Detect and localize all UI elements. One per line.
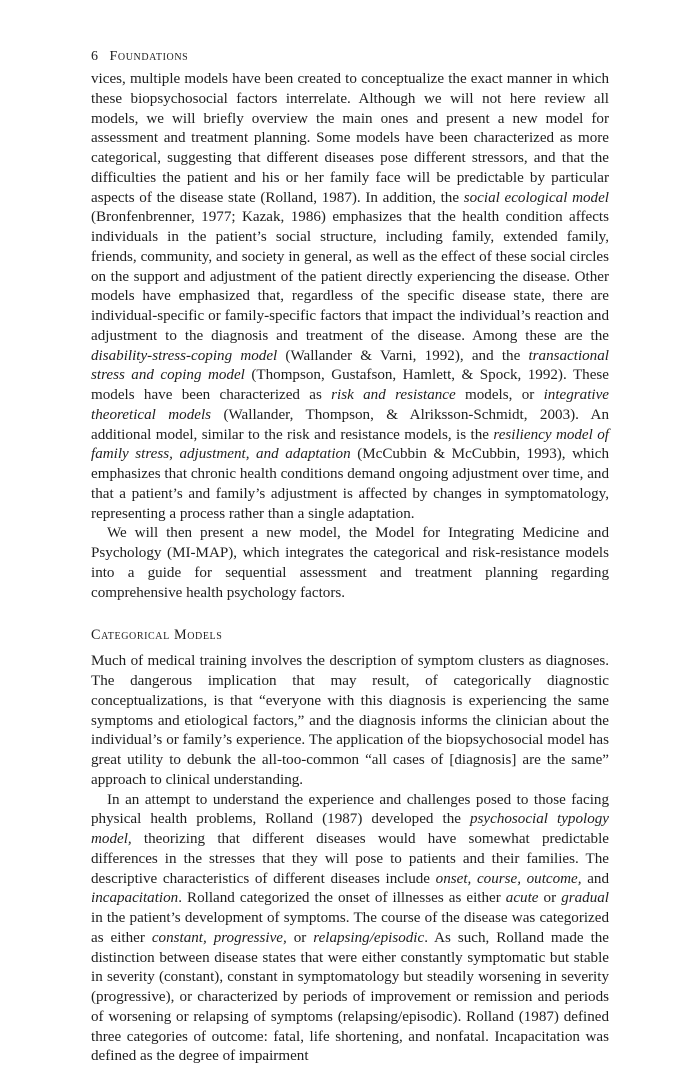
text-run: models, or — [456, 387, 544, 403]
text-run: theorizing that different diseases would have somewhat predictable differences in the stresses that they will pose to patients and their families. The descriptive characteristics of different diseases include — [91, 831, 609, 887]
text-run: in the patient’s development of symptoms. The course of the disease was categorized as either — [91, 910, 609, 946]
italic-term: constant, progressive, — [152, 930, 287, 946]
text-run: or — [287, 930, 313, 946]
paragraph-rolland-typology — [91, 791, 609, 1067]
italic-term: incapacitation — [91, 890, 178, 906]
italic-term: psychosocial typology model, — [91, 811, 609, 847]
italic-term: integrative theoretical models — [91, 387, 609, 423]
paragraph-medical-training: Much of medical training involves the description of symptom clusters as diagnoses. The dangerous implication that may result, of categorically diagnostic conceptualizations, is that “everyone with this diagnosis is experiencing the same symptoms and etiological factors,” and the diagnosis informs the clinician about the individual’s or family’s experience. The application of the biopsychosocial model has great utility to debunk the all-too-common “all cases of [diagnosis] are the same” approach to clinical understanding. — [91, 652, 609, 790]
text-run: . As such, Rolland made the distinction between disease states that were either constantly symptomatic but stable in severity (constant), constant in symptomatology but steadily worsening in severity (progressive), or characterized by periods of improvement or remission and periods of worsening or relapsing of symptoms (relapsing/episodic). Rolland (1987) defined three categories of outcome: fatal, life shortening, and nonfatal. Incapacitation was defined as the degree of impairment — [91, 930, 609, 1065]
running-title: Foundations — [110, 49, 189, 64]
paragraph-mi-map: We will then present a new model, the Model for Integrating Medicine and Psychology (MI-MAP), which integrates the categorical and risk-resistance models into a guide for sequential assessment and treatment planning regarding comprehensive health psychology factors. — [91, 524, 609, 603]
italic-term: acute — [506, 890, 539, 906]
running-header — [91, 46, 609, 68]
italic-term: risk and resistance — [331, 387, 456, 403]
text-run: or — [538, 890, 561, 906]
text-run: vices, multiple models have been created to conceptualize the exact manner in which these biopsychosocial factors interrelate. Although we will not here review all models, we will briefly overview the main ones and present a new model for assessment and treatment planning. Some models have been characterized as more categorical, suggesting that different diseases pose different stressors, and that the difficulties the patient and his or her family face will be predictable by particular aspects of the disease state (Rolland, 1987). In addition, the — [91, 71, 609, 206]
paragraph-models-overview — [91, 70, 609, 524]
italic-term: transactional stress and coping model — [91, 348, 609, 384]
section-heading: Categorical Models — [91, 624, 609, 646]
text-run: . Rolland categorized the onset of illnesses as either — [178, 890, 506, 906]
text-run: (Thompson, Gustafson, Hamlett, & Spock, 1992). These models have been characterized as — [91, 367, 609, 403]
text-run: In an attempt to understand the experience and challenges posed to those facing physical health problems, Rolland (1987) developed the — [91, 792, 609, 828]
italic-term: gradual — [561, 890, 609, 906]
italic-term: onset, course, outcome, — [436, 871, 582, 887]
text-run: (Bronfenbrenner, 1977; Kazak, 1986) emphasizes that the health condition affects individuals in the patient’s social structure, including family, extended family, friends, community, and society in general, as well as the effect of these social circles on the support and adjustment of the patient directly experiencing the disease. Other models have emphasized that, regardless of the specific disease state, there are individual-specific or family-specific factors that impact the individual’s reaction and adjustment to the diagnosis and treatment of the disease. Among these are the — [91, 209, 609, 344]
text-run: (McCubbin & McCubbin, 1993), which emphasizes that chronic health conditions demand ongoing adjustment over time, and that a patient’s and family’s adjustment is affected by changes in symptomatology, representing a process rather than a single adaptation. — [91, 446, 609, 521]
text-run: and — [582, 871, 609, 887]
italic-term: social ecological model — [464, 190, 609, 206]
italic-term: relapsing/episodic — [313, 930, 424, 946]
italic-term: resiliency model of family stress, adjustment, and adaptation — [91, 427, 609, 463]
italic-term: disability-stress-coping model — [91, 348, 277, 364]
text-run: (Wallander & Varni, 1992), and the — [277, 348, 528, 364]
book-page — [91, 46, 609, 1067]
text-run: (Wallander, Thompson, & Alriksson-Schmidt, 2003). An additional model, similar to the risk and resistance models, is the — [91, 407, 609, 443]
page-number: 6 — [91, 49, 98, 64]
